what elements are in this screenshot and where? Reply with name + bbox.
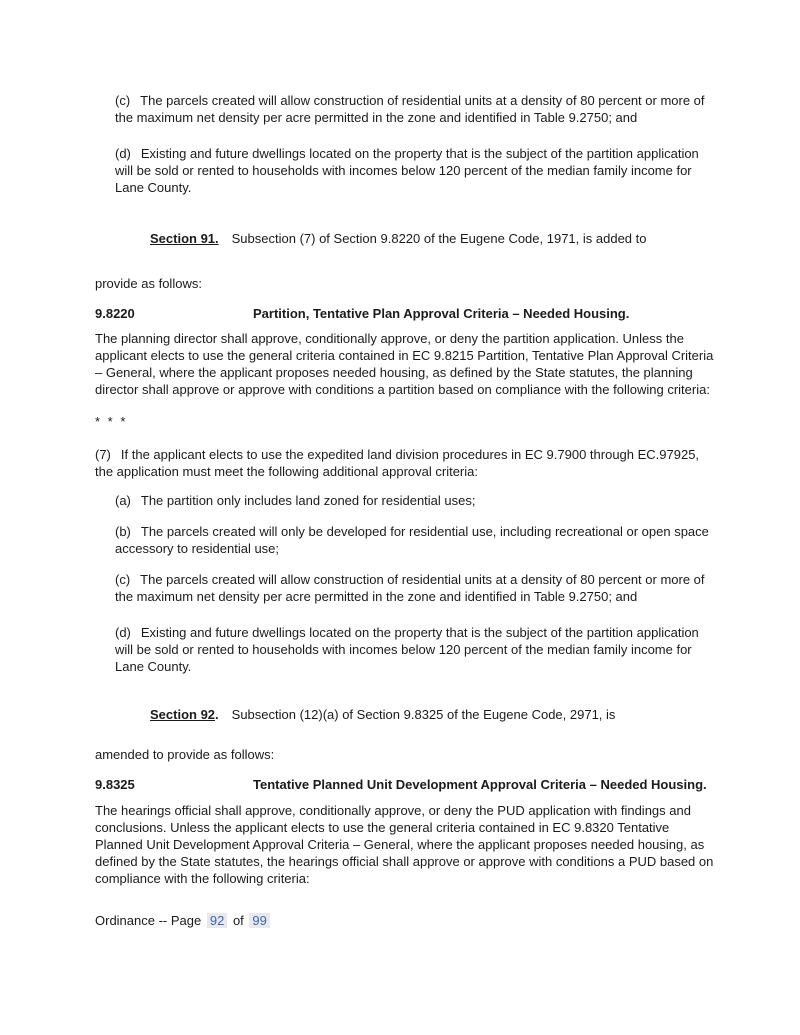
footer-prefix: Ordinance -- Page: [95, 913, 202, 928]
list-item-b: [115, 523, 720, 557]
list-item-label: (d): [115, 146, 131, 161]
section-92-label: Section 92.: [150, 707, 219, 722]
page-number-field[interactable]: 92: [207, 913, 227, 928]
code-heading-9-8325: [95, 776, 720, 793]
section-91-intro-text: Subsection (7) of Section 9.8220 of the Eugene Code, 1971, is added to: [231, 231, 647, 246]
list-item-text: The parcels created will allow construction of residential units at a density of 80 percent or more of the maximum net density per acre permitted in the zone and identified in Table 9.2750; and: [115, 93, 705, 125]
list-item-label: (7): [95, 447, 111, 462]
code-title: Tentative Planned Unit Development Approval Criteria – Needed Housing.: [253, 777, 707, 792]
list-item-d-top: [115, 145, 720, 196]
list-item-label: (c): [115, 93, 131, 108]
section-91-continuation: provide as follows:: [95, 276, 202, 291]
paragraph-9-8220: The planning director shall approve, conditionally approve, or deny the partition application. Unless the applicant elects to use the general criteria contained in EC 9.8215 Partition, Tentative Plan Approval Criteria – General, where the applicant proposes needed housing, as defined by the State statutes, the planning director shall approve or approve with conditions a partition based on compliance with the following criteria:: [95, 331, 714, 397]
list-item-c-top: [115, 92, 720, 126]
list-item-a: [115, 492, 720, 509]
total-pages-field[interactable]: 99: [249, 913, 269, 928]
list-item-label: (d): [115, 625, 131, 640]
list-item-text: The partition only includes land zoned for residential uses;: [140, 493, 476, 508]
page-footer: [95, 912, 720, 929]
paragraph-9-8325: The hearings official shall approve, conditionally approve, or deny the PUD application with findings and conclusions. Unless the applicant elects to use the general criteria contained in EC 9.8320 Tentative Planned Unit Development Approval Criteria – General, where the applicant proposes needed housing, as defined by the State statutes, the hearings official shall approve or approve with conditions a PUD based on compliance with the following criteria:: [95, 803, 714, 886]
footer-of-label: of: [232, 913, 244, 928]
list-item-c: [115, 571, 720, 605]
code-heading-9-8220: [95, 305, 720, 322]
list-item-text: The parcels created will allow construction of residential units at a density of 80 percent or more of the maximum net density per acre permitted in the zone and identified in Table 9.2750; and: [115, 572, 705, 604]
list-item-text: Existing and future dwellings located on the property that is the subject of the partition application will be sold or rented to households with incomes below 120 percent of the median family income for Lane County.: [115, 625, 699, 674]
section-92-intro-text: Subsection (12)(a) of Section 9.8325 of the Eugene Code, 2971, is: [231, 707, 616, 722]
list-item-d: [115, 624, 720, 675]
section-92-continuation: amended to provide as follows:: [95, 747, 275, 762]
code-title: Partition, Tentative Plan Approval Criteria – Needed Housing.: [253, 306, 630, 321]
list-item-7: [95, 446, 720, 480]
section-92-intro-line: [95, 706, 720, 723]
list-item-label: (c): [115, 572, 131, 587]
list-item-label: (b): [115, 524, 131, 539]
code-number: 9.8220: [95, 306, 135, 321]
section-91-intro-line: [95, 230, 720, 247]
list-item-text: Existing and future dwellings located on the property that is the subject of the partition application will be sold or rented to households with incomes below 120 percent of the median family income for Lane County.: [115, 146, 699, 195]
asterisk-separator: * * *: [95, 414, 128, 429]
list-item-label: (a): [115, 493, 131, 508]
document-body: [95, 0, 720, 929]
list-item-text: If the applicant elects to use the expedited land division procedures in EC 9.7900 through EC.97925, the application must meet the following additional approval criteria:: [95, 447, 700, 479]
list-item-text: The parcels created will only be developed for residential use, including recreational or open space accessory to residential use;: [115, 524, 709, 556]
code-number: 9.8325: [95, 777, 135, 792]
section-91-label: Section 91.: [150, 231, 219, 246]
